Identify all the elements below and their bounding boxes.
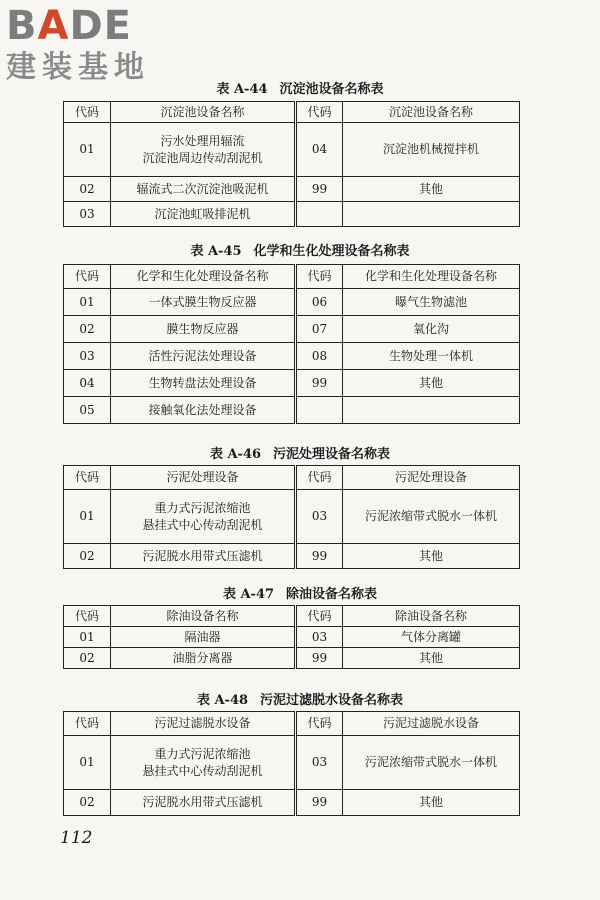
table-row (64, 736, 520, 790)
code-cell: 03 (296, 627, 343, 648)
name-cell: 膜生物反应器 (111, 316, 296, 343)
table-title: 化学和生化处理设备名称表 (253, 244, 410, 259)
table-label: 表 A-47 (222, 587, 275, 602)
code-cell: 99 (296, 370, 343, 397)
code-cell: 02 (64, 544, 111, 569)
table-row (64, 627, 520, 648)
name-cell: 污泥脱水用带式压滤机 (111, 544, 296, 569)
column-header: 污泥过滤脱水设备 (111, 712, 296, 736)
name-cell: 其他 (343, 544, 520, 569)
column-header: 代码 (296, 466, 343, 490)
table-title: 沉淀池设备名称表 (279, 82, 384, 97)
name-cell: 其他 (343, 370, 520, 397)
code-cell (296, 202, 343, 227)
table-label: 表 A-45 (190, 244, 242, 259)
name-cell: 沉淀池虹吸排泥机 (111, 202, 296, 227)
name-cell: 一体式膜生物反应器 (111, 289, 296, 316)
table-row (64, 648, 520, 669)
table-title: 除油设备名称表 (286, 587, 378, 602)
table-row (64, 790, 520, 816)
name-cell: 生物转盘法处理设备 (111, 370, 296, 397)
code-cell: 05 (64, 397, 111, 424)
code-table (63, 465, 520, 569)
code-cell: 08 (296, 343, 343, 370)
logo-wordmark: BADE (6, 3, 132, 49)
table-row (64, 289, 520, 316)
column-header: 化学和生化处理设备名称 (111, 265, 296, 289)
code-cell: 99 (296, 790, 343, 816)
table-header-row (64, 466, 520, 490)
column-header: 代码 (64, 466, 111, 490)
column-header: 代码 (64, 102, 111, 123)
column-header: 代码 (64, 606, 111, 627)
column-header: 代码 (296, 606, 343, 627)
table-row (64, 397, 520, 424)
name-cell: 气体分离罐 (343, 627, 520, 648)
table-label: 表 A-46 (209, 447, 262, 462)
table-caption (0, 689, 600, 708)
column-header: 沉淀池设备名称 (111, 102, 296, 123)
table-caption (0, 443, 600, 462)
code-cell: 01 (64, 289, 111, 316)
code-cell: 07 (296, 316, 343, 343)
name-cell: 其他 (343, 790, 520, 816)
name-cell: 活性污泥法处理设备 (111, 343, 296, 370)
logo-subtitle: 建装基地 (6, 50, 150, 85)
table-label: 表 A-44 (216, 82, 268, 97)
code-cell: 06 (296, 289, 343, 316)
code-table (63, 264, 520, 424)
name-cell: 接触氧化法处理设备 (111, 397, 296, 424)
code-cell: 02 (64, 648, 111, 669)
table-header-row (64, 265, 520, 289)
name-cell: 曝气生物滤池 (343, 289, 520, 316)
name-cell: 重力式污泥浓缩池 悬挂式中心传动刮泥机 (111, 490, 296, 544)
name-cell: 污水处理用辐流 沉淀池周边传动刮泥机 (111, 123, 296, 177)
table-row (64, 343, 520, 370)
column-header: 污泥过滤脱水设备 (343, 712, 520, 736)
table-title: 污泥过滤脱水设备名称表 (260, 693, 404, 708)
table-caption (0, 583, 600, 602)
code-cell: 99 (296, 648, 343, 669)
table-header-row (64, 102, 520, 123)
table-row (64, 544, 520, 569)
name-cell (343, 397, 520, 424)
code-table (63, 101, 520, 227)
table-row (64, 123, 520, 177)
table-caption (0, 78, 600, 97)
name-cell: 其他 (343, 177, 520, 202)
table-row (64, 202, 520, 227)
table-row (64, 177, 520, 202)
name-cell: 污泥脱水用带式压滤机 (111, 790, 296, 816)
code-cell: 03 (64, 202, 111, 227)
code-cell: 01 (64, 627, 111, 648)
column-header: 污泥处理设备 (343, 466, 520, 490)
column-header: 代码 (296, 102, 343, 123)
code-cell: 02 (64, 177, 111, 202)
code-cell: 02 (64, 790, 111, 816)
column-header: 污泥处理设备 (111, 466, 296, 490)
name-cell: 氧化沟 (343, 316, 520, 343)
name-cell: 生物处理一体机 (343, 343, 520, 370)
column-header: 代码 (64, 265, 111, 289)
name-cell: 重力式污泥浓缩池 悬挂式中心传动刮泥机 (111, 736, 296, 790)
name-cell: 污泥浓缩带式脱水一体机 (343, 736, 520, 790)
code-cell: 03 (296, 736, 343, 790)
page-number: 112 (60, 828, 93, 848)
name-cell: 污泥浓缩带式脱水一体机 (343, 490, 520, 544)
code-cell: 99 (296, 177, 343, 202)
table-label: 表 A-48 (196, 693, 249, 708)
code-cell: 99 (296, 544, 343, 569)
code-cell: 01 (64, 736, 111, 790)
table-title: 污泥处理设备名称表 (273, 447, 391, 462)
code-cell (296, 397, 343, 424)
name-cell: 沉淀池机械搅拌机 (343, 123, 520, 177)
bade-logo (6, 4, 196, 86)
table-header-row (64, 712, 520, 736)
name-cell (343, 202, 520, 227)
name-cell: 隔油器 (111, 627, 296, 648)
column-header: 代码 (296, 265, 343, 289)
column-header: 化学和生化处理设备名称 (343, 265, 520, 289)
name-cell: 其他 (343, 648, 520, 669)
name-cell: 辐流式二次沉淀池吸泥机 (111, 177, 296, 202)
code-cell: 02 (64, 316, 111, 343)
table-row (64, 316, 520, 343)
column-header: 沉淀池设备名称 (343, 102, 520, 123)
code-table (63, 711, 520, 816)
code-table (63, 605, 520, 669)
column-header: 除油设备名称 (343, 606, 520, 627)
table-header-row (64, 606, 520, 627)
column-header: 代码 (296, 712, 343, 736)
column-header: 代码 (64, 712, 111, 736)
table-row (64, 370, 520, 397)
table-caption (0, 240, 600, 259)
code-cell: 04 (296, 123, 343, 177)
name-cell: 油脂分离器 (111, 648, 296, 669)
column-header: 除油设备名称 (111, 606, 296, 627)
code-cell: 01 (64, 123, 111, 177)
code-cell: 04 (64, 370, 111, 397)
code-cell: 03 (64, 343, 111, 370)
code-cell: 01 (64, 490, 111, 544)
table-row (64, 490, 520, 544)
code-cell: 03 (296, 490, 343, 544)
